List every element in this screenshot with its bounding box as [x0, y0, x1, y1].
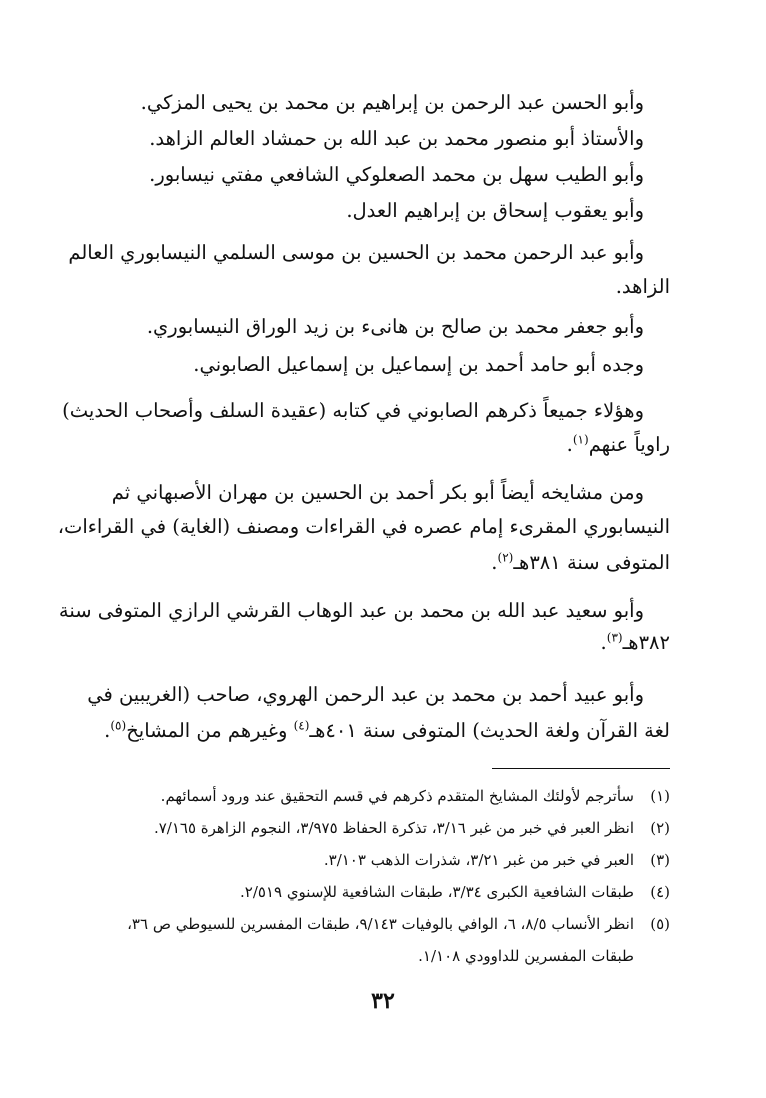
- footnote-marker-5[interactable]: (٥): [110, 718, 127, 733]
- footnote-5: [127, 912, 670, 936]
- footnote-2: [154, 816, 670, 840]
- footnote-1: [161, 784, 670, 808]
- text-line-7: وأبو جعفر محمد بن صالح بن هانىء بن زيد الوراق النيسابوري.: [146, 315, 644, 338]
- text-line-9: وهؤلاء جميعاً ذكرهم الصابوني في كتابه (عقيدة السلف وأصحاب الحديث): [62, 399, 644, 422]
- text-line-16: وأبو عبيد أحمد بن محمد بن عبد الرحمن الهروي، صاحب (الغريبين في: [87, 683, 644, 706]
- line-text: لغة القرآن ولغة الحديث) المتوفى سنة ٤٠١هـ: [309, 719, 670, 742]
- text-line-12: النيسابوري المقرىء إمام عصره في القراءات ومصنف (الغاية) في القراءات،: [57, 515, 670, 538]
- line-text: ٣٨٢هـ: [622, 631, 670, 654]
- footnote-number: (٤): [650, 883, 670, 901]
- text-line-8: وجده أبو حامد أحمد بن إسماعيل بن إسماعيل الصابوني.: [193, 353, 644, 376]
- text-line-14: وأبو سعيد عبد الله بن محمد بن عبد الوهاب القرشي الرازي المتوفى سنة: [58, 599, 644, 622]
- line-text: وغيرهم من المشايخ: [126, 719, 288, 742]
- footnote-number: (٥): [650, 915, 670, 933]
- text-line-17: [104, 716, 670, 746]
- text-line-5: وأبو عبد الرحمن محمد بن الحسين بن موسى السلمي النيسابوري العالم: [68, 241, 644, 264]
- footnote-number: (١): [650, 787, 670, 805]
- footnote-5-continuation: طبقات المفسرين للداوودي ١/١٠٨.: [418, 947, 634, 965]
- text-line-4: وأبو يعقوب إسحاق بن إبراهيم العدل.: [346, 199, 644, 222]
- footnote-text: طبقات الشافعية الكبرى ٣/٣٤، طبقات الشافعية للإسنوي ٢/٥١٩.: [239, 883, 634, 901]
- period: .: [566, 433, 573, 456]
- text-line-15: [601, 628, 670, 658]
- period: .: [600, 631, 607, 654]
- footnote-text: العبر في خبر من غبر ٣/٢١، شذرات الذهب ٣/١٠٣.: [323, 851, 634, 869]
- page-number: ٣٢: [371, 988, 395, 1014]
- text-line-1: وأبو الحسن عبد الرحمن بن إبراهيم بن محمد بن يحيى المزكي.: [140, 91, 644, 114]
- line-text: المتوفى سنة ٣٨١هـ: [513, 551, 670, 574]
- footnote-divider: [492, 768, 670, 769]
- footnote-3: [324, 848, 670, 872]
- period: .: [104, 719, 111, 742]
- footnote-text: انظر العبر في خبر من غبر ٣/١٦، تذكرة الحفاظ ٣/٩٧٥، النجوم الزاهرة ٧/١٦٥.: [153, 819, 634, 837]
- text-line-11: ومن مشايخه أيضاً أبو بكر أحمد بن الحسين بن مهران الأصبهاني ثم: [111, 481, 644, 504]
- text-line-13: [491, 548, 670, 578]
- text-line-3: وأبو الطيب سهل بن محمد الصعلوكي الشافعي مفتي نيسابور.: [149, 163, 644, 186]
- footnote-marker-4[interactable]: (٤): [293, 718, 310, 733]
- text-line-6: الزاهد.: [615, 275, 670, 298]
- footnote-marker-1[interactable]: (١): [572, 432, 589, 447]
- text-line-2: والأستاذ أبو منصور محمد بن عبد الله بن حمشاد العالم الزاهد.: [149, 127, 644, 150]
- line-text: راوياً عنهم: [588, 433, 670, 456]
- footnote-4: [240, 880, 670, 904]
- footnote-number: (٢): [650, 819, 670, 837]
- footnote-number: (٣): [650, 851, 670, 869]
- footnote-marker-2[interactable]: (٢): [497, 550, 514, 565]
- period: .: [491, 551, 498, 574]
- text-line-10: [567, 430, 670, 460]
- footnote-text: انظر الأنساب ٨/٥، ٦، الوافي بالوفيات ٩/١٤٣، طبقات المفسرين للسيوطي ص ٣٦،: [127, 915, 634, 933]
- footnote-marker-3[interactable]: (٣): [606, 630, 623, 645]
- footnote-text: سأترجم لأولئك المشايخ المتقدم ذكرهم في قسم التحقيق عند ورود أسمائهم.: [160, 787, 634, 805]
